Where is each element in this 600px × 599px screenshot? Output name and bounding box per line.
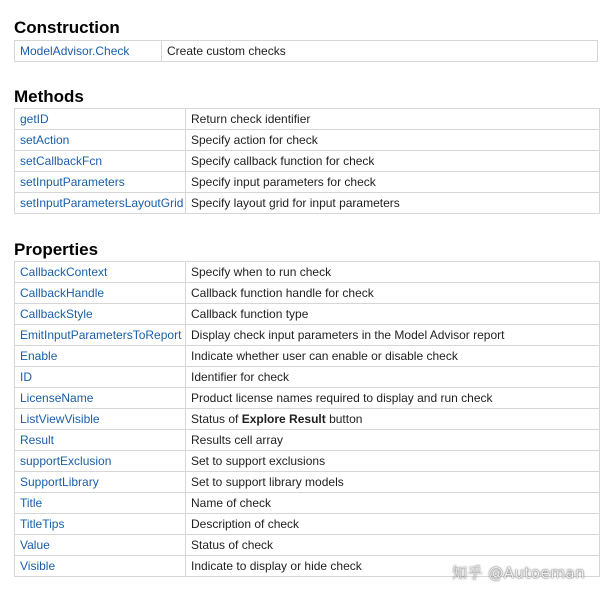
table-row	[15, 472, 600, 493]
property-link-listviewvisible[interactable]: ListViewVisible	[20, 412, 100, 426]
description-cell: Return check identifier	[186, 109, 600, 130]
description-cell: Display check input parameters in the Model Advisor report	[186, 325, 600, 346]
description-cell: Create custom checks	[162, 41, 598, 62]
table-row	[15, 41, 598, 62]
description-cell: Description of check	[186, 514, 600, 535]
property-link-emitinputparameterstoreport[interactable]: EmitInputParametersToReport	[20, 328, 182, 342]
description-cell: Name of check	[186, 493, 600, 514]
property-name-cell[interactable]	[15, 493, 186, 514]
table-row	[15, 325, 600, 346]
construction-table	[14, 40, 598, 62]
description-cell: Specify layout grid for input parameters	[186, 193, 600, 214]
property-name-cell[interactable]	[15, 430, 186, 451]
table-row	[15, 304, 600, 325]
table-row	[15, 193, 600, 214]
table-row	[15, 535, 600, 556]
table-row	[15, 493, 600, 514]
description-cell: Callback function type	[186, 304, 600, 325]
description-cell: Results cell array	[186, 430, 600, 451]
description-cell: Indicate whether user can enable or disable check	[186, 346, 600, 367]
table-row	[15, 514, 600, 535]
properties-table	[14, 261, 600, 577]
property-name-cell[interactable]	[15, 514, 186, 535]
property-name-cell[interactable]	[15, 451, 186, 472]
construction-heading: Construction	[14, 18, 120, 37]
description-cell: Status of check	[186, 535, 600, 556]
description-cell: Product license names required to display and run check	[186, 388, 600, 409]
properties-heading: Properties	[14, 240, 99, 259]
description-text: button	[325, 412, 363, 426]
table-row	[15, 262, 600, 283]
property-link-callbackstyle[interactable]: CallbackStyle	[20, 307, 93, 321]
property-link-id[interactable]: ID	[20, 370, 32, 384]
property-link-callbackcontext[interactable]: CallbackContext	[20, 265, 108, 279]
property-link-enable[interactable]: Enable	[20, 349, 58, 363]
method-link-setaction[interactable]: setAction	[20, 133, 70, 147]
method-name-cell[interactable]	[15, 109, 186, 130]
method-link-getid[interactable]: getID	[20, 112, 49, 126]
table-row	[15, 130, 600, 151]
construction-link-modeladvisor-check[interactable]: ModelAdvisor.Check	[20, 44, 130, 58]
table-row	[15, 451, 600, 472]
ui-term-bold: Explore Result	[241, 412, 326, 426]
zhihu-watermark: 知乎 @Autoeman	[452, 564, 586, 582]
method-link-setcallbackfcn[interactable]: setCallbackFcn	[20, 154, 103, 168]
property-name-cell[interactable]	[15, 535, 186, 556]
table-row	[15, 172, 600, 193]
table-row	[15, 388, 600, 409]
property-name-cell[interactable]	[15, 409, 186, 430]
property-link-value[interactable]: Value	[20, 538, 50, 552]
description-cell: Specify input parameters for check	[186, 172, 600, 193]
method-link-setinputparameters[interactable]: setInputParameters	[20, 175, 125, 189]
description-cell: Identifier for check	[186, 367, 600, 388]
description-cell	[186, 409, 600, 430]
property-name-cell[interactable]	[15, 472, 186, 493]
property-name-cell[interactable]	[15, 262, 186, 283]
method-link-setinputparameterslayoutgrid[interactable]: setInputParametersLayoutGrid	[20, 196, 184, 210]
class-name-cell[interactable]	[15, 41, 162, 62]
table-row	[15, 346, 600, 367]
table-row	[15, 409, 600, 430]
description-cell: Set to support exclusions	[186, 451, 600, 472]
property-link-supportlibrary[interactable]: SupportLibrary	[20, 475, 99, 489]
property-link-title[interactable]: Title	[20, 496, 43, 510]
description-cell: Specify action for check	[186, 130, 600, 151]
table-row	[15, 367, 600, 388]
method-name-cell[interactable]	[15, 130, 186, 151]
method-name-cell[interactable]	[15, 172, 186, 193]
description-text: Status of	[191, 412, 242, 426]
property-name-cell[interactable]	[15, 556, 186, 577]
property-name-cell[interactable]	[15, 304, 186, 325]
property-name-cell[interactable]	[15, 367, 186, 388]
method-name-cell[interactable]	[15, 151, 186, 172]
methods-heading: Methods	[14, 87, 84, 106]
description-cell: Callback function handle for check	[186, 283, 600, 304]
property-name-cell[interactable]	[15, 325, 186, 346]
property-name-cell[interactable]	[15, 346, 186, 367]
table-row	[15, 283, 600, 304]
property-link-licensename[interactable]: LicenseName	[20, 391, 94, 405]
description-cell: Specify callback function for check	[186, 151, 600, 172]
property-link-result[interactable]: Result	[20, 433, 55, 447]
method-name-cell[interactable]	[15, 193, 186, 214]
table-row	[15, 109, 600, 130]
description-cell: Specify when to run check	[186, 262, 600, 283]
property-link-titletips[interactable]: TitleTips	[20, 517, 65, 531]
table-row	[15, 430, 600, 451]
description-cell: Indicate to display or hide check	[186, 556, 600, 577]
methods-table	[14, 108, 600, 214]
property-name-cell[interactable]	[15, 283, 186, 304]
property-link-supportexclusion[interactable]: supportExclusion	[20, 454, 112, 468]
property-link-visible[interactable]: Visible	[20, 559, 56, 573]
property-link-callbackhandle[interactable]: CallbackHandle	[20, 286, 105, 300]
table-row	[15, 151, 600, 172]
description-cell: Set to support library models	[186, 472, 600, 493]
property-name-cell[interactable]	[15, 388, 186, 409]
